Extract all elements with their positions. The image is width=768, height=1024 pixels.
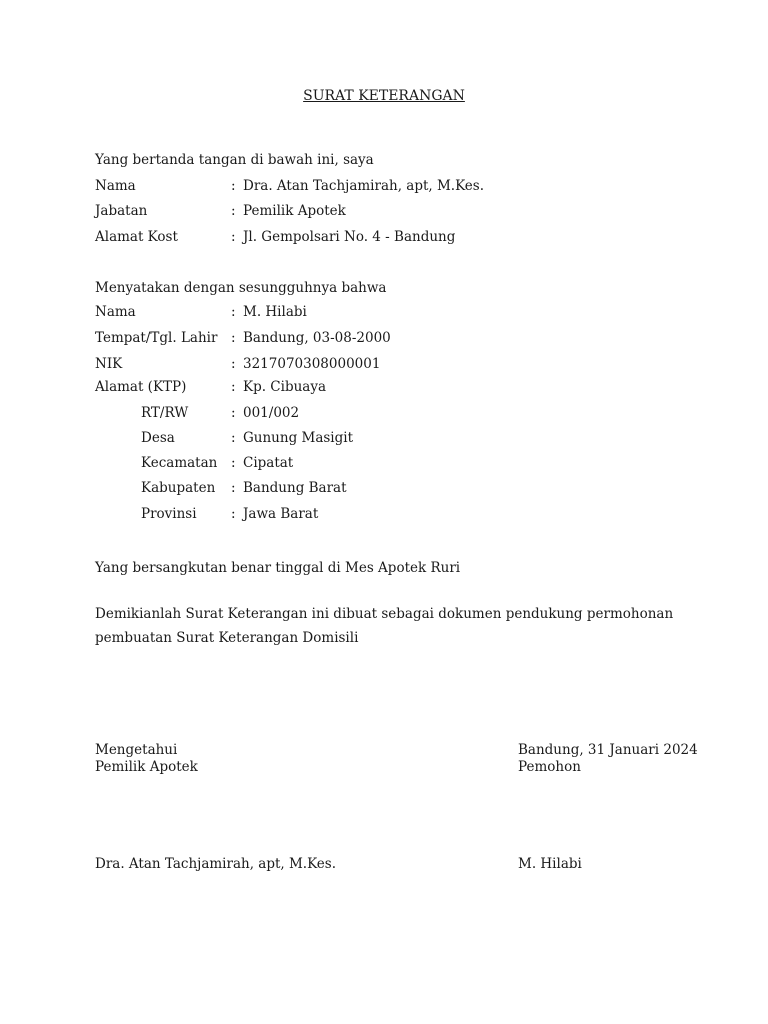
field-value: Kp. Cibuaya	[243, 379, 327, 395]
field-colon: :	[231, 178, 236, 194]
right-signature-name: M. Hilabi	[518, 856, 582, 872]
field-colon: :	[231, 430, 236, 446]
field-label: Provinsi	[141, 506, 197, 522]
left-signature-name: Dra. Atan Tachjamirah, apt, M.Kes.	[95, 856, 337, 872]
field-colon: :	[231, 203, 236, 219]
field-colon: :	[231, 455, 236, 471]
field-label: RT/RW	[141, 405, 189, 421]
left-signature-heading: Mengetahui	[95, 742, 178, 758]
field-label: Alamat Kost	[95, 229, 178, 245]
closing-text-line2: pembuatan Surat Keterangan Domisili	[95, 630, 359, 646]
field-colon: :	[231, 356, 236, 372]
field-value: Pemilik Apotek	[243, 203, 346, 219]
field-value: Cipatat	[243, 455, 294, 471]
closing-text-line1: Demikianlah Surat Keterangan ini dibuat sebagai dokumen pendukung permohonan	[95, 606, 674, 622]
field-label: Jabatan	[95, 203, 148, 219]
field-value: Bandung, 03-08-2000	[243, 330, 391, 346]
field-value: Bandung Barat	[243, 480, 347, 496]
field-value: 001/002	[243, 405, 300, 421]
left-signature-role: Pemilik Apotek	[95, 759, 198, 775]
letter-title: SURAT KETERANGAN	[303, 88, 465, 104]
field-colon: :	[231, 330, 236, 346]
field-value: Jl. Gempolsari No. 4 - Bandung	[243, 229, 456, 245]
field-value: Gunung Masigit	[243, 430, 353, 446]
intro-text: Yang bertanda tangan di bawah ini, saya	[95, 152, 374, 168]
field-label: Alamat (KTP)	[95, 379, 187, 395]
right-signature-place-date: Bandung, 31 Januari 2024	[518, 742, 698, 758]
field-colon: :	[231, 229, 236, 245]
field-colon: :	[231, 506, 236, 522]
field-label: Desa	[141, 430, 175, 446]
field-label: Nama	[95, 304, 136, 320]
field-label: Tempat/Tgl. Lahir	[95, 330, 218, 346]
statement-text: Menyatakan dengan sesungguhnya bahwa	[95, 280, 387, 296]
field-value: Dra. Atan Tachjamirah, apt, M.Kes.	[243, 178, 485, 194]
residence-text: Yang bersangkutan benar tinggal di Mes Apotek Ruri	[95, 560, 461, 576]
field-label: Kecamatan	[141, 455, 218, 471]
field-label: Nama	[95, 178, 136, 194]
field-colon: :	[231, 304, 236, 320]
field-label: NIK	[95, 356, 123, 372]
field-value: M. Hilabi	[243, 304, 307, 320]
field-label: Kabupaten	[141, 480, 216, 496]
field-value: Jawa Barat	[243, 506, 319, 522]
field-value: 3217070308000001	[243, 356, 381, 372]
field-colon: :	[231, 480, 236, 496]
right-signature-role: Pemohon	[518, 759, 581, 775]
field-colon: :	[231, 405, 236, 421]
field-colon: :	[231, 379, 236, 395]
